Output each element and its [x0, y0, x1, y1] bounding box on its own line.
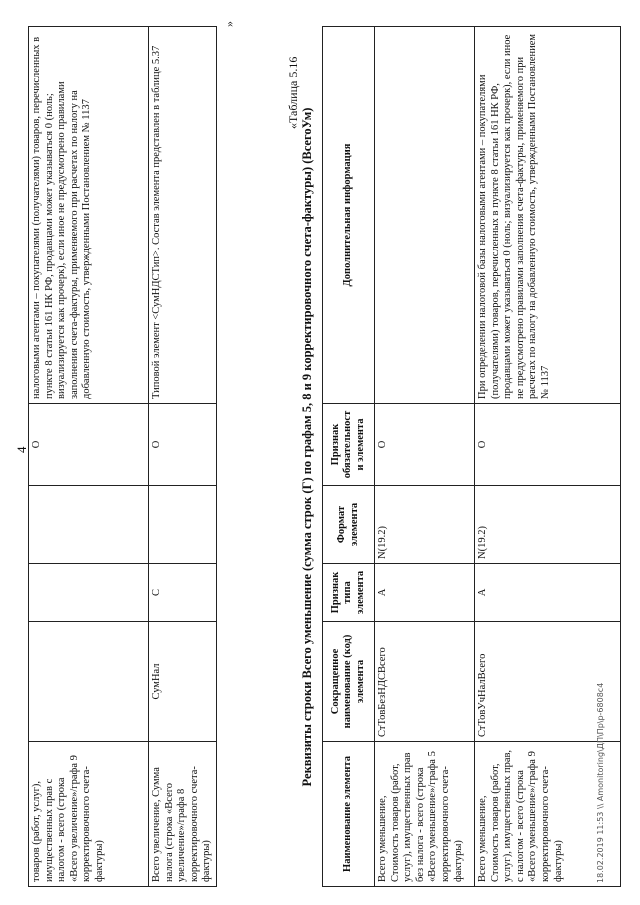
element-required-cell: О	[149, 404, 217, 486]
page-number: 4	[14, 446, 29, 453]
element-type-cell	[29, 564, 149, 622]
header-code: Сокращенное наименование (код) элемента	[323, 622, 375, 742]
document-stamp: 18.02.2019 11:53 \\ Amonitoring\ДП\Пр\р-6808с4	[596, 682, 605, 883]
previous-table	[28, 26, 217, 887]
header-format: Формат элемента	[323, 486, 375, 564]
element-type-cell: А	[375, 564, 475, 622]
element-required-cell: О	[375, 404, 475, 486]
header-required: Признак обязательности элемента	[323, 404, 375, 486]
table-row	[375, 27, 475, 887]
element-name-cell: Всего уменьшение, Стоимость товаров (работ, услуг), имущественных прав без налога - всего (строка «Всего уменьшение»/графа 5 корректировочного счета-фактуры)	[375, 742, 475, 887]
header-info: Дополнительная информация	[323, 27, 375, 404]
element-code-cell: СумНал	[149, 622, 217, 742]
element-required-cell: О	[475, 404, 621, 486]
element-info-cell: налоговыми агентами – покупателями (получателями) товаров, перечисленных в пункте 8 статьи 161 НК РФ, продавцами может указываться 0 (ноль; визуализируется как прочерк), если иное не предусмотрено правилами заполнения счета-фактуры, применяемого при расчетах по налогу на добавленную стоимость, утвержденными Постановлением № 1137	[29, 27, 149, 404]
element-code-cell	[29, 622, 149, 742]
element-type-cell: А	[475, 564, 621, 622]
header-type: Признак типа элемента	[323, 564, 375, 622]
table-row	[29, 27, 149, 887]
element-type-cell: С	[149, 564, 217, 622]
continuation-mark: »	[222, 21, 236, 27]
element-format-cell	[149, 486, 217, 564]
element-code-cell: СтТовУчНалВсего	[475, 622, 621, 742]
table-row	[149, 27, 217, 887]
element-format-cell: N(19.2)	[475, 486, 621, 564]
element-required-cell: О	[29, 404, 149, 486]
element-format-cell: N(19.2)	[375, 486, 475, 564]
element-name-cell: Всего увеличение, Сумма налога (строка «Всего увеличение»/графа 8 корректировочного счета-фактуры)	[149, 742, 217, 887]
element-format-cell	[29, 486, 149, 564]
element-name-cell: Всего уменьшение, Стоимость товаров (работ, услуг), имущественных прав, с налогом - всего (строка «Всего уменьшение»/графа 9 корректировочного счета-фактуры)	[475, 742, 621, 887]
element-info-cell: Типовой элемент <СумНДСТип>. Состав элемента представлен в таблице 5.37	[149, 27, 217, 404]
element-name-cell: товаров (работ, услуг), имущественных прав с налогом - всего (строка «Всего увеличение»/графа 9 корректировочного счета-фактуры)	[29, 742, 149, 887]
element-code-cell: СтТовБезНДСВсего	[375, 622, 475, 742]
requisites-table	[322, 26, 621, 887]
table-title: Реквизиты строки Всего уменьшение (сумма строк (Г) по графам 5, 8 и 9 корректировочного счета-фактуры) (ВсегоУм)	[300, 107, 314, 787]
table-number: «Таблица 5.16	[286, 56, 300, 129]
element-info-cell	[375, 27, 475, 404]
table-header-row	[323, 27, 375, 887]
header-name: Наименование элемента	[323, 742, 375, 887]
element-info-cell: При определении налоговой базы налоговыми агентами – покупателями (получателями) товаров, перечисленных в пункте 8 статьи 161 НК РФ, продавцами может указываться 0 (ноль; визуализируется как прочерк), если иное не предусмотрено правилами заполнения счета-фактуры, применяемого при расчетах по налогу на добавленную стоимость, утвержденными Постановлением № 1137	[475, 27, 621, 404]
